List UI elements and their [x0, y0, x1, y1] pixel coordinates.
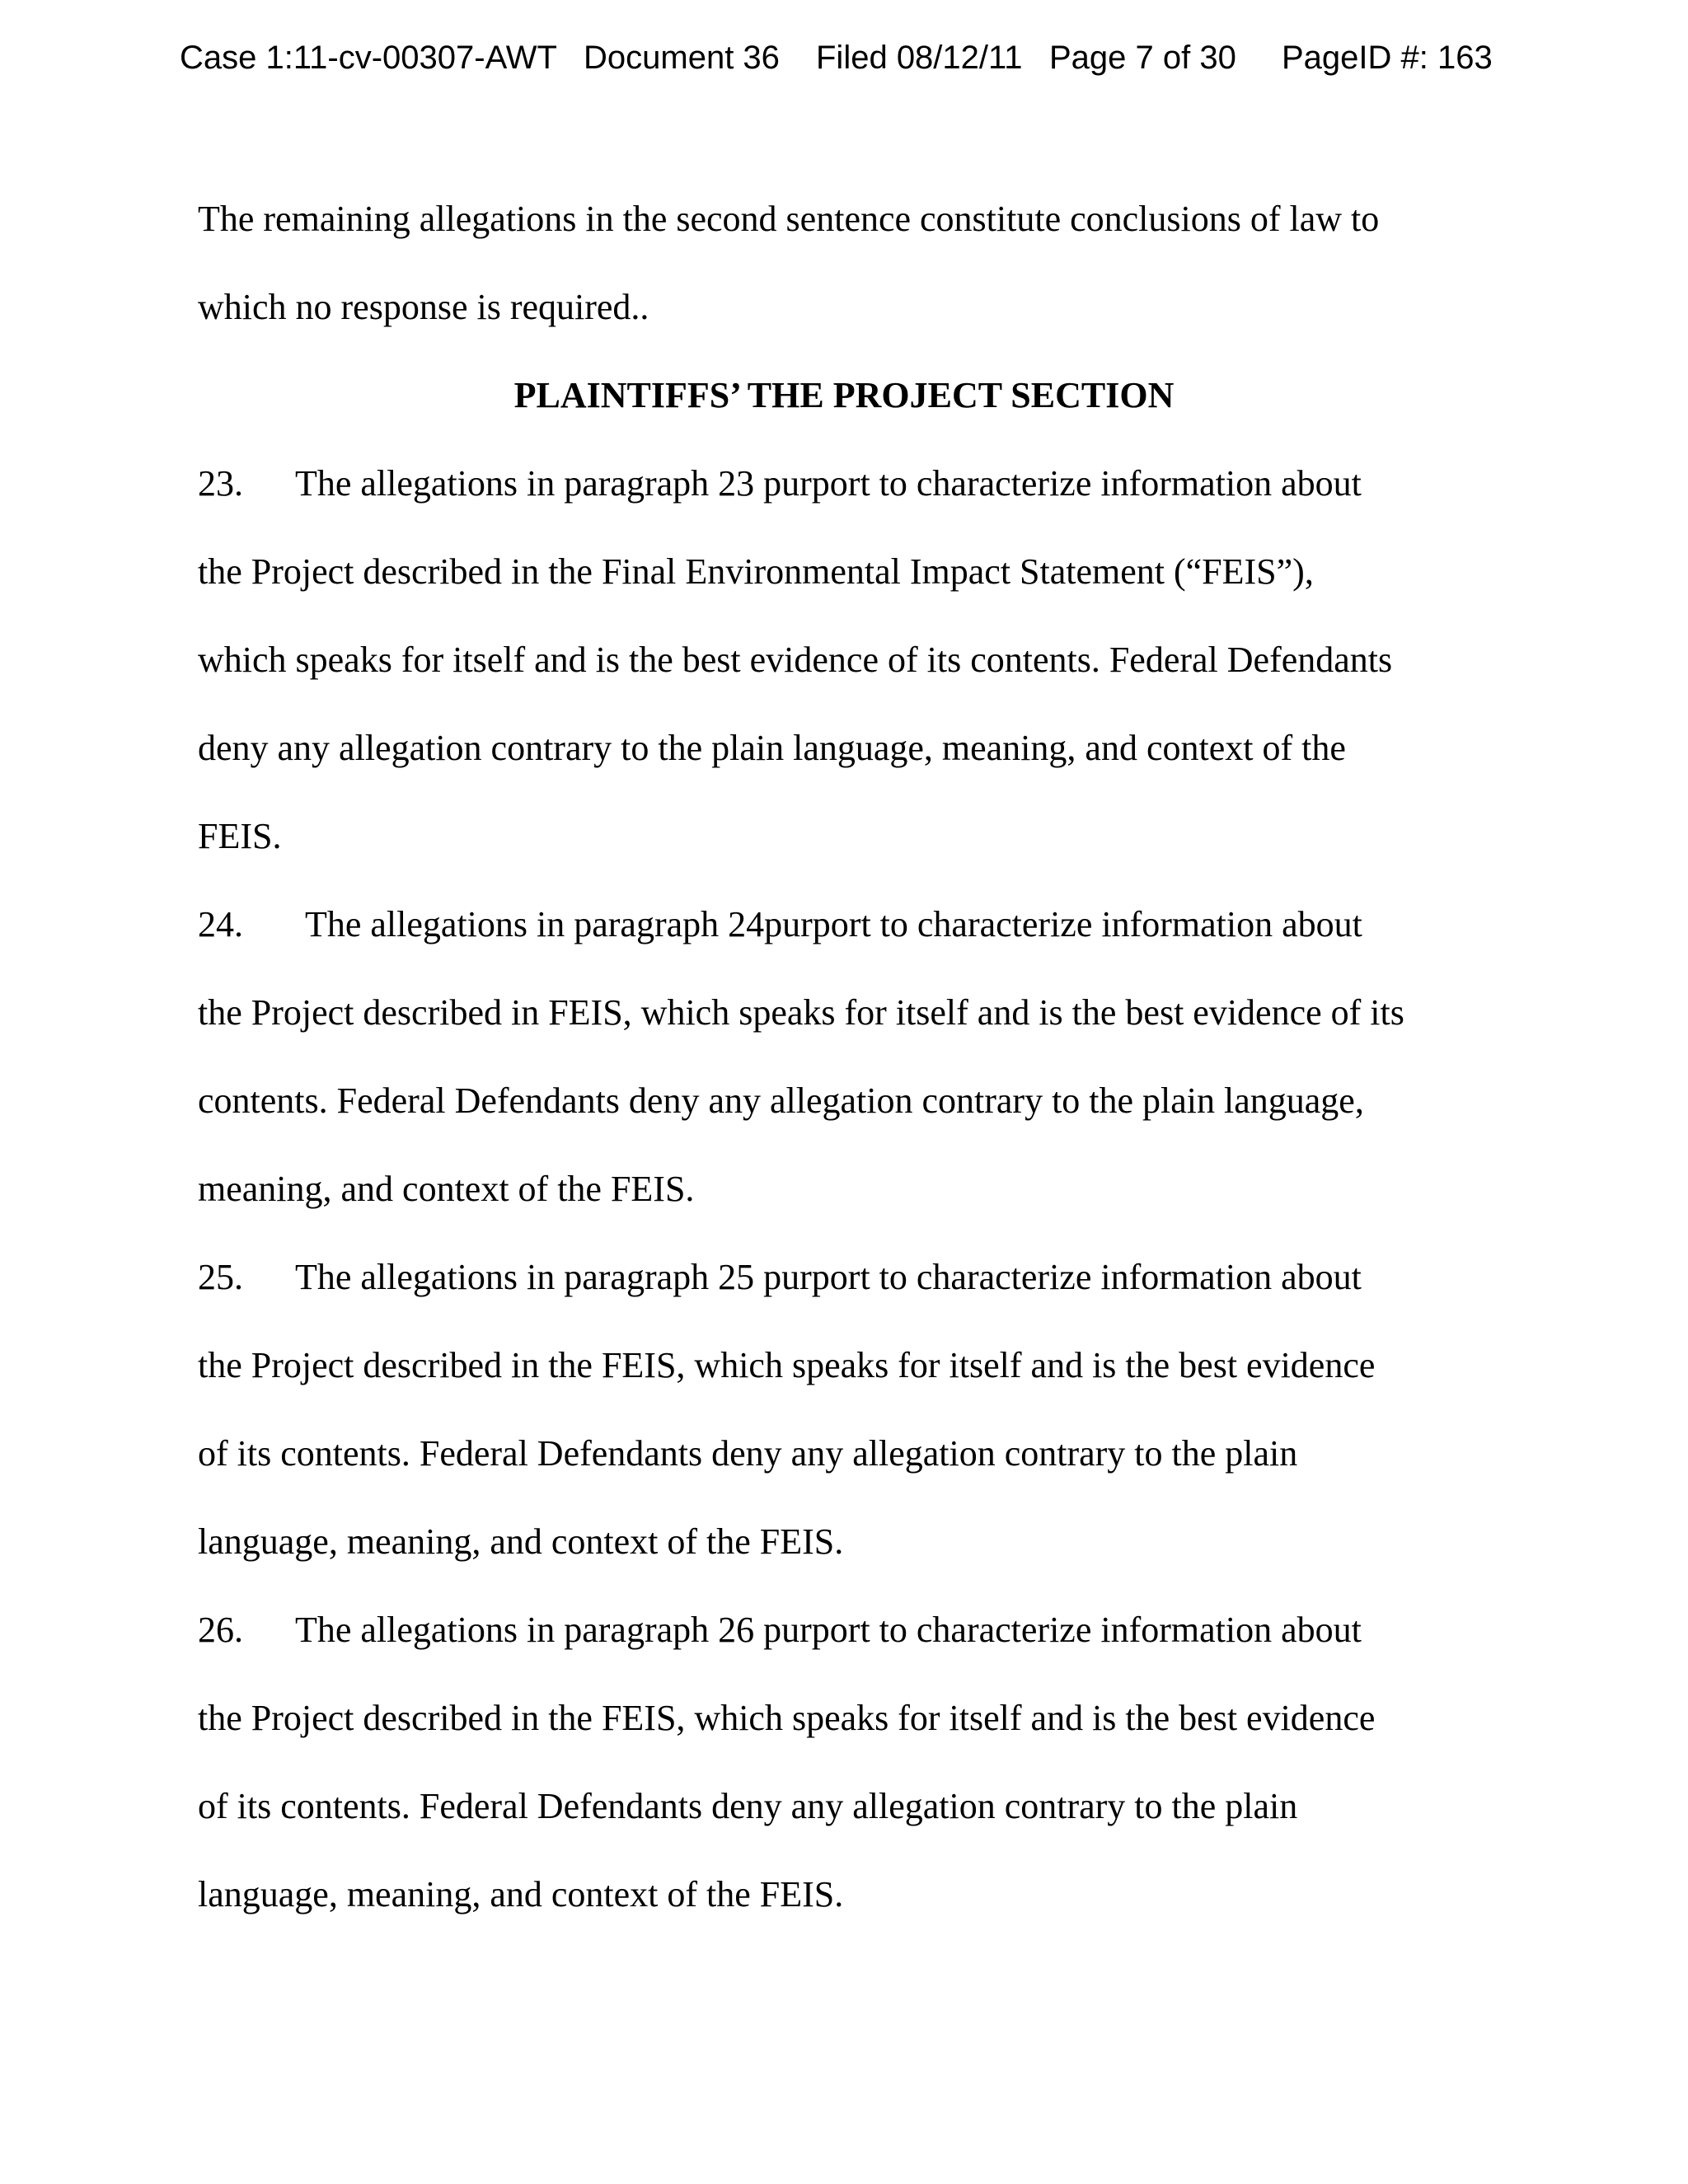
paragraph-number: 25.: [198, 1257, 243, 1297]
header-case-number: Case 1:11-cv-00307-AWT: [180, 40, 557, 76]
paragraph-line: the Project described in FEIS, which speaks for itself and is the best evidence of its: [198, 992, 1404, 1033]
paragraph-line: language, meaning, and context of the FEIS.: [198, 1521, 844, 1562]
paragraph-line: the Project described in the FEIS, which speaks for itself and is the best evidence: [198, 1698, 1376, 1738]
paragraph-line: [198, 459, 1362, 509]
paragraph-line: [198, 1253, 1362, 1302]
document-header: [0, 33, 1688, 82]
paragraph-text: The allegations in paragraph 26 purport to characterize information about: [295, 1610, 1362, 1650]
paragraph-line: which speaks for itself and is the best evidence of its contents. Federal Defendants: [198, 640, 1393, 680]
paragraph-line: contents. Federal Defendants deny any allegation contrary to the plain language,: [198, 1080, 1364, 1121]
header-page-id: PageID #: 163: [1282, 40, 1493, 76]
paragraph-line: of its contents. Federal Defendants deny any allegation contrary to the plain: [198, 1786, 1298, 1826]
paragraph-line: deny any allegation contrary to the plain language, meaning, and context of the: [198, 728, 1346, 768]
header-filed-date: Filed 08/12/11: [816, 40, 1023, 76]
paragraph-line: the Project described in the FEIS, which speaks for itself and is the best evidence: [198, 1345, 1376, 1385]
paragraph-text: The allegations in paragraph 25 purport to characterize information about: [295, 1257, 1362, 1297]
paragraph-text: The allegations in paragraph 24purport to characterize information about: [305, 904, 1362, 944]
header-page-number: Page 7 of 30: [1049, 40, 1236, 76]
paragraph-line: meaning, and context of the FEIS.: [198, 1169, 695, 1209]
paragraph-number: 24.: [198, 904, 243, 944]
intro-line: The remaining allegations in the second sentence constitute conclusions of law to: [198, 199, 1380, 239]
section-heading: PLAINTIFFS’ THE PROJECT SECTION: [513, 375, 1175, 415]
paragraph-text: The allegations in paragraph 23 purport to characterize information about: [295, 463, 1362, 504]
paragraph-line: FEIS.: [198, 816, 282, 856]
intro-line: which no response is required..: [198, 287, 649, 327]
paragraph-line: the Project described in the Final Environmental Impact Statement (“FEIS”),: [198, 551, 1314, 592]
paragraph-number: 23.: [198, 463, 243, 504]
header-document-number: Document 36: [584, 40, 780, 76]
paragraph-line: of its contents. Federal Defendants deny any allegation contrary to the plain: [198, 1433, 1298, 1474]
paragraph-line: [198, 900, 1362, 949]
paragraph-number: 26.: [198, 1610, 243, 1650]
paragraph-line: [198, 1605, 1362, 1655]
paragraph-line: language, meaning, and context of the FEIS.: [198, 1874, 844, 1915]
